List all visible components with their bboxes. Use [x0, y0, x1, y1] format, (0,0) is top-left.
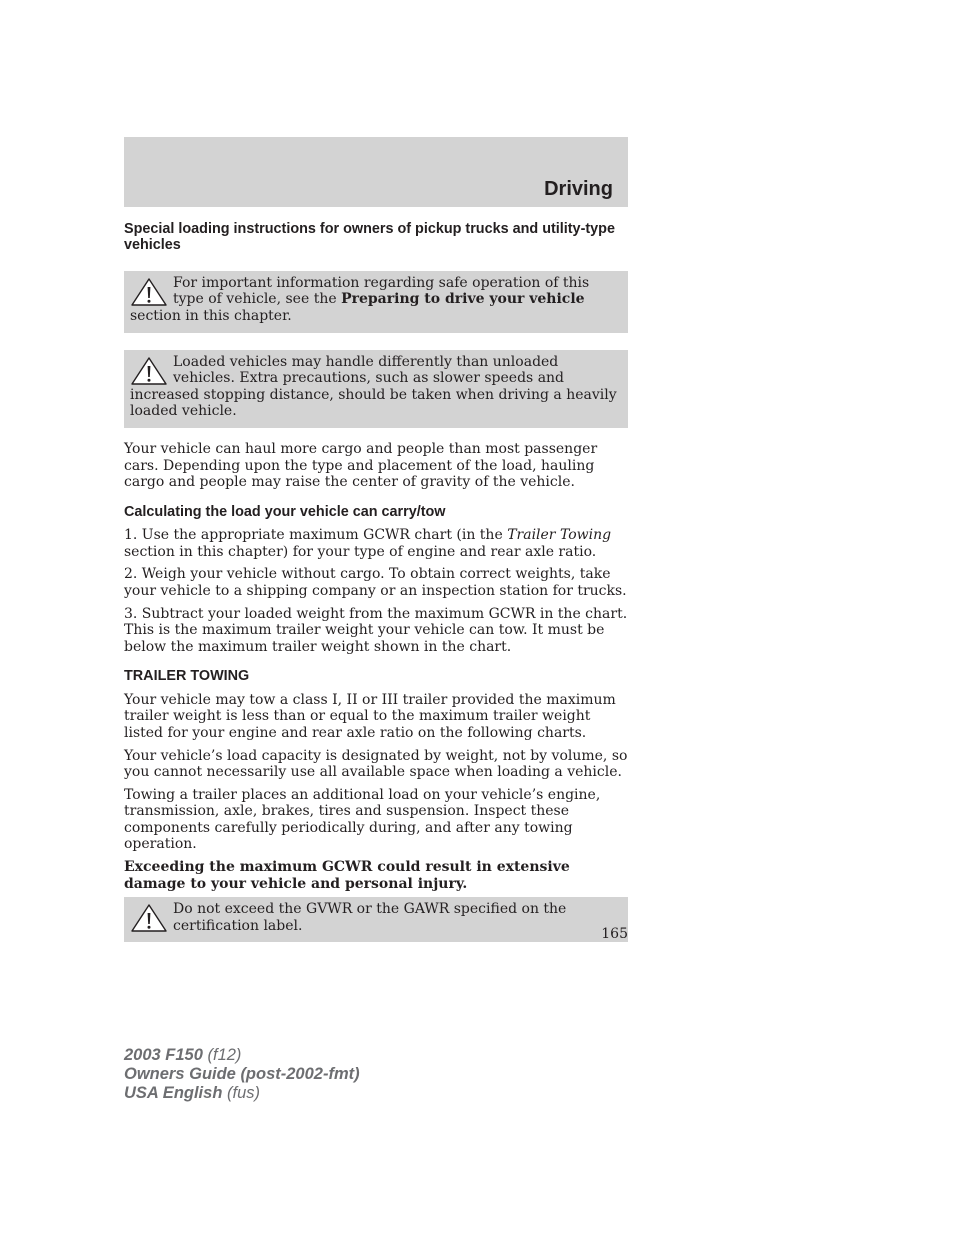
- step-1: [124, 527, 628, 560]
- warning-text-post: section in this chapter.: [130, 308, 292, 324]
- warning-triangle-icon: [130, 903, 168, 933]
- heading-calculating-load: Calculating the load your vehicle can carry/tow: [124, 503, 446, 520]
- warning-text-bold: Preparing to drive your vehicle: [341, 291, 585, 308]
- footer-line-1: [124, 1046, 360, 1065]
- heading-special-loading: Special loading instructions for owners of pickup trucks and utility-type vehicles: [124, 221, 615, 254]
- warning-text: Do not exceed the GVWR or the GAWR specified on the certification label.: [173, 901, 567, 934]
- warning-text-pre: For important information regarding safe operation of this type of vehicle, see the: [173, 274, 590, 308]
- footer-line-3: [124, 1084, 360, 1103]
- warning-triangle-icon: [130, 277, 168, 307]
- step-3: 3. Subtract your loaded weight from the maximum GCWR in the chart. This is the maximum trailer weight your vehicle can tow. It must be below the maximum trailer weight shown in the chart.: [124, 605, 628, 655]
- footer-model-code: (f12): [202, 1046, 242, 1064]
- step-1-italic: Trailer Towing: [507, 527, 612, 544]
- header-bar: [124, 137, 628, 207]
- warning-box-safe-operation: [124, 271, 628, 333]
- page-content: [124, 221, 628, 942]
- heading-trailer-towing: TRAILER TOWING: [124, 668, 250, 685]
- paragraph-tow-class: Your vehicle may tow a class I, II or III trailer provided the maximum trailer weight is less than or equal to the maximum trailer weight listed for your engine and rear axle ratio on the following charts.: [124, 691, 616, 741]
- warning-text: Loaded vehicles may handle differently than unloaded vehicles. Extra precautions, such as slower speeds and increased stopping distance, should be taken when driving a heavily loaded vehicle.: [130, 353, 617, 420]
- warning-triangle-icon: [130, 356, 168, 386]
- paragraph-towing-load: Towing a trailer places an additional load on your vehicle’s engine, transmission, axle, brakes, tires and suspension. Inspect these components carefully periodically during, and after any towing operation.: [124, 786, 601, 853]
- warning-box-gvwr: [124, 897, 628, 942]
- warning-box-loaded-vehicles: [124, 350, 628, 428]
- footer-model: 2003 F150: [124, 1046, 203, 1064]
- page-number: 165: [601, 926, 628, 942]
- footer-edition-info: [124, 1046, 360, 1103]
- section-title: Driving: [544, 178, 613, 200]
- paragraph-gcwr-warning: Exceeding the maximum GCWR could result in extensive damage to your vehicle and personal injury.: [124, 859, 570, 892]
- footer-language-code: (fus): [222, 1084, 260, 1102]
- step-1-post: section in this chapter) for your type of engine and rear axle ratio.: [124, 543, 597, 560]
- step-2: 2. Weigh your vehicle without cargo. To obtain correct weights, take your vehicle to a shipping company or an inspection station for trucks.: [124, 566, 627, 599]
- footer-language: USA English: [124, 1084, 223, 1102]
- paragraph-load-capacity: Your vehicle’s load capacity is designated by weight, not by volume, so you cannot necessarily use all available space when loading a vehicle.: [124, 747, 628, 781]
- footer-line-2: Owners Guide (post-2002-fmt): [124, 1065, 360, 1083]
- step-1-pre: 1. Use the appropriate maximum GCWR chart (in the: [124, 527, 508, 544]
- paragraph-haul-cargo: Your vehicle can haul more cargo and people than most passenger cars. Depending upon the type and placement of the load, hauling cargo and people may raise the center of gravity of the vehicle.: [124, 440, 598, 491]
